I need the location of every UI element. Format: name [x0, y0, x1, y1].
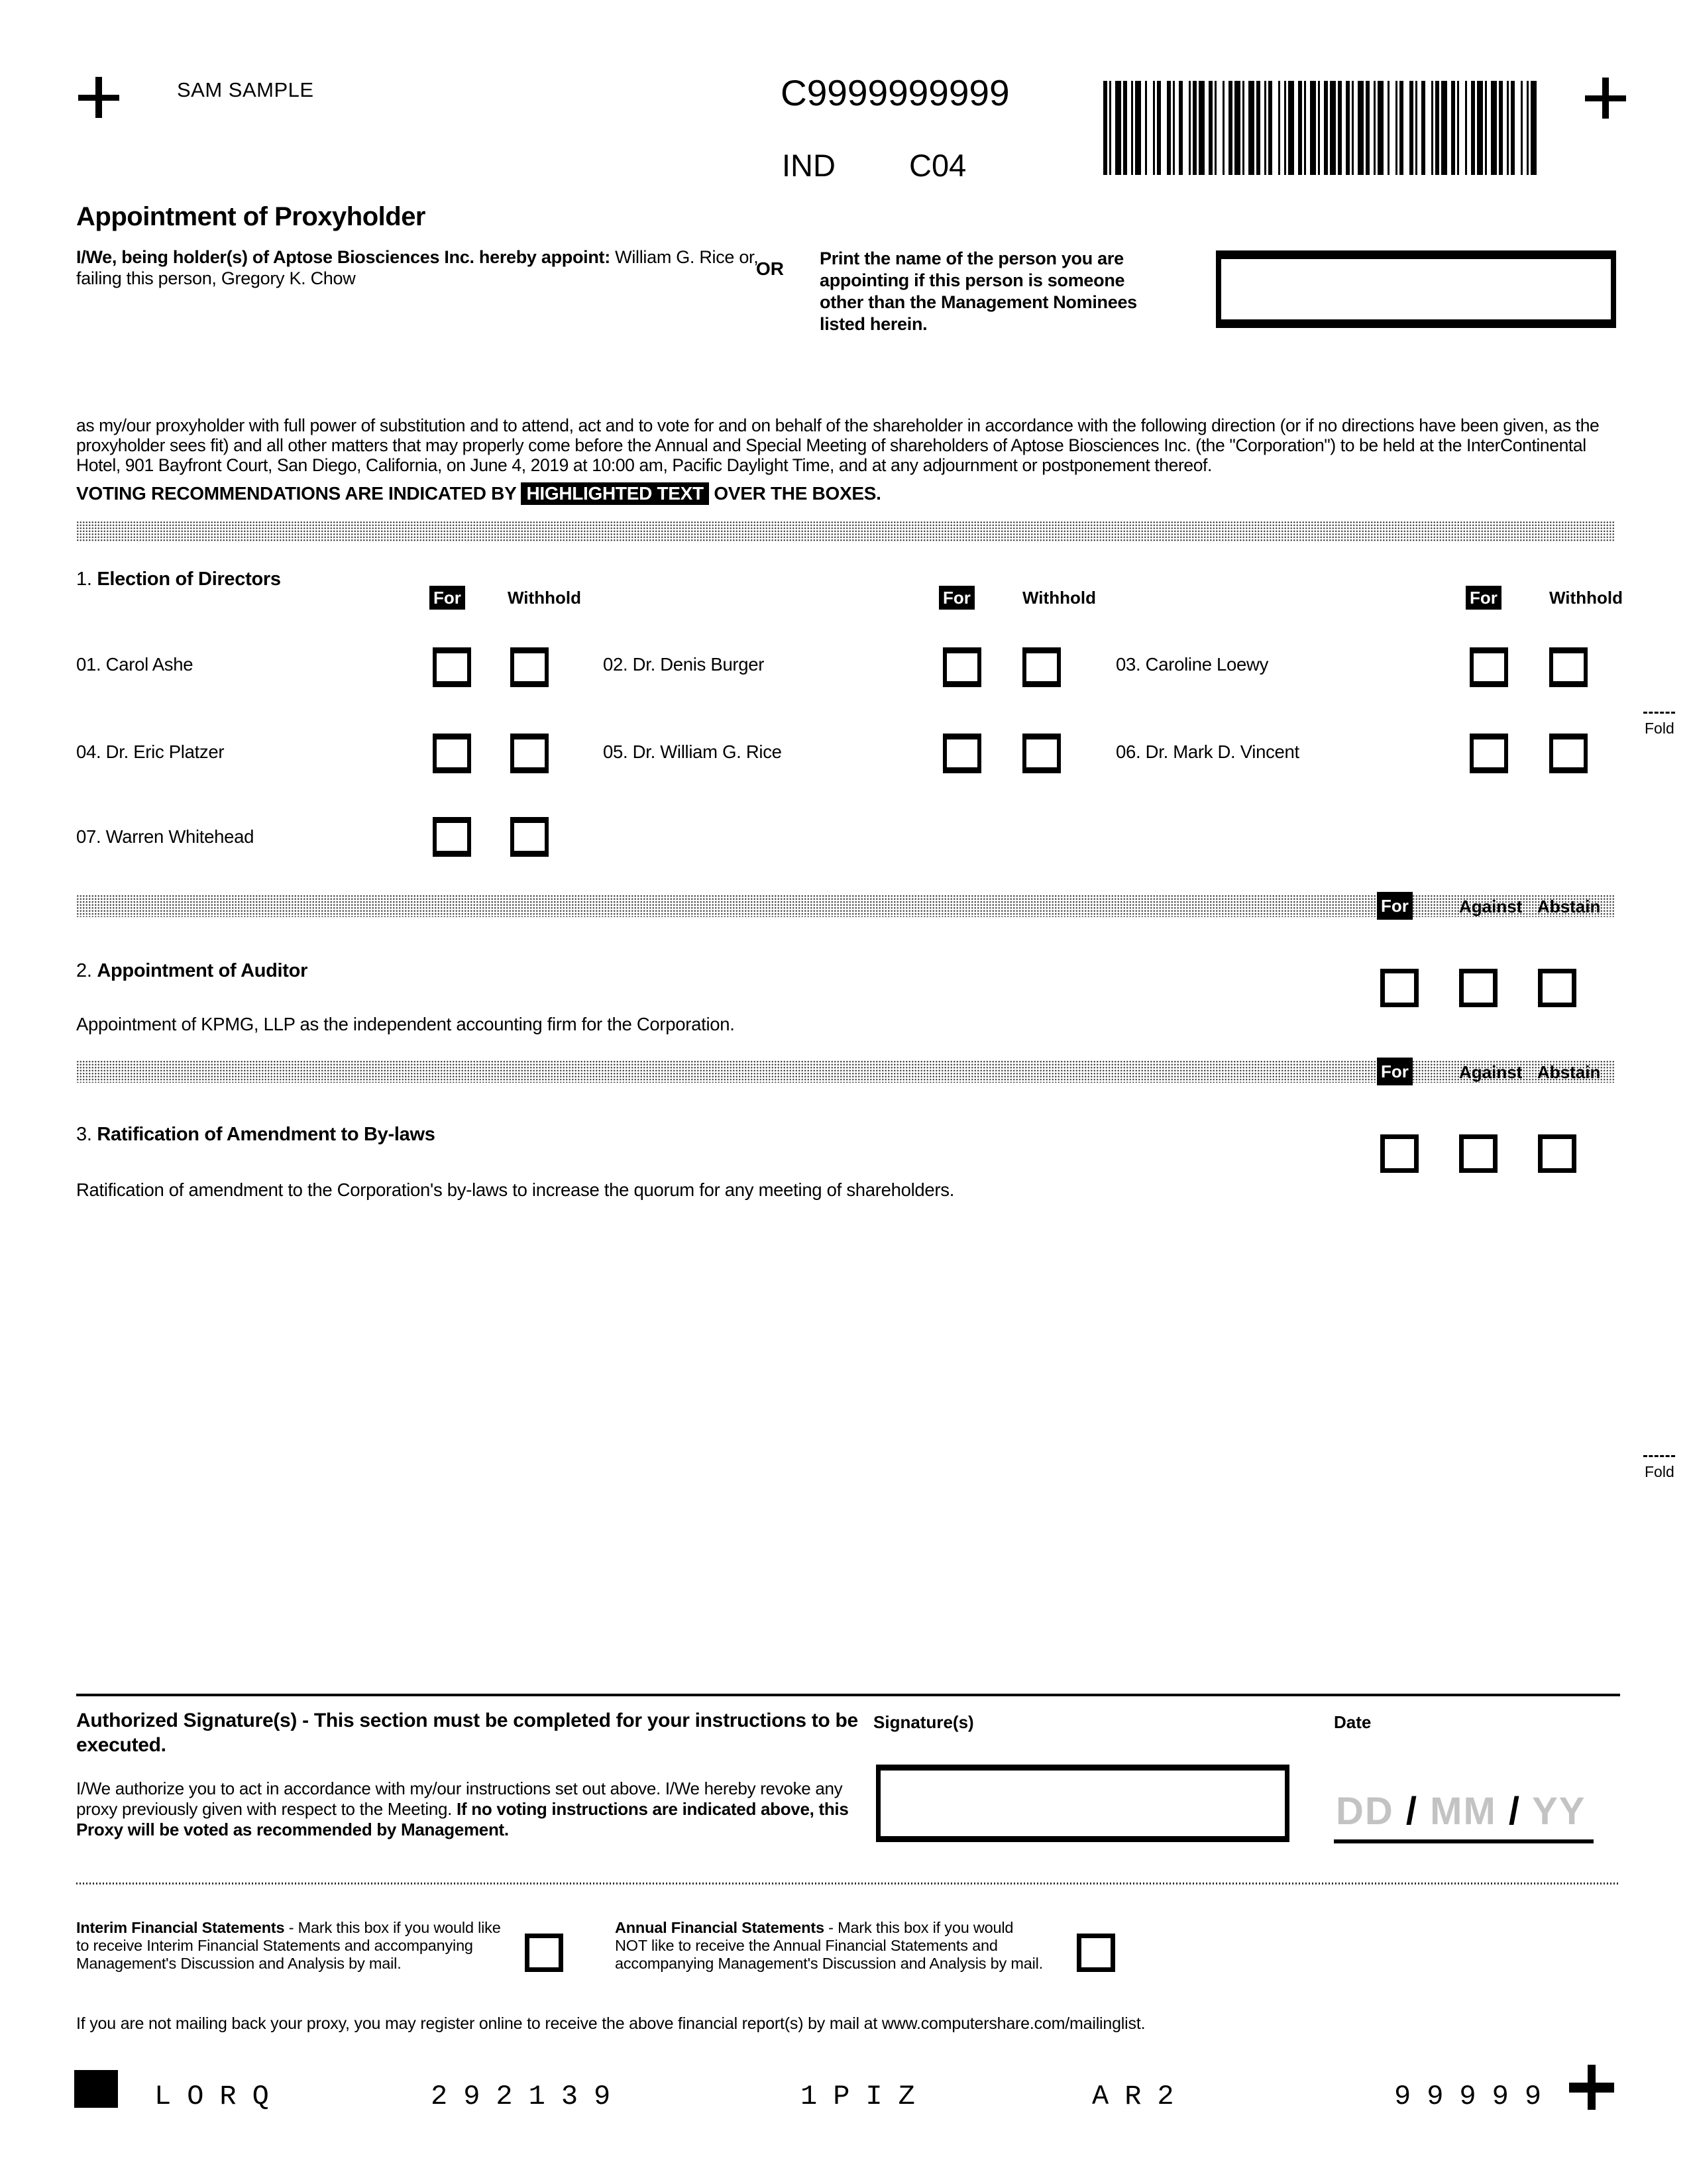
section-title-text: Appointment of Auditor [97, 960, 308, 981]
annual-statements-text [615, 1919, 1049, 1973]
date-slash: / [1405, 1790, 1419, 1833]
section-number: 2. [76, 960, 92, 981]
for-column-header: For [939, 586, 975, 610]
checkbox-director-06-withhold[interactable] [1549, 734, 1588, 773]
checkbox-bylaws-for[interactable] [1380, 1134, 1419, 1173]
or-label: OR [756, 258, 784, 279]
nominee-label: 03. Caroline Loewy [1116, 654, 1269, 675]
print-name-instruction: Print the name of the person you are appointing if this person is someone other than the Management Nominees listed herein. [820, 248, 1137, 334]
date-dd-placeholder: DD [1336, 1790, 1394, 1833]
date-mm-placeholder: MM [1430, 1790, 1497, 1833]
appointment-statement [76, 246, 792, 289]
interim-statements-text [76, 1919, 510, 1973]
checkbox-annual-statements[interactable] [1077, 1934, 1115, 1972]
signature-authorization-text [76, 1778, 871, 1840]
voting-rec-suffix: OVER THE BOXES. [708, 483, 881, 504]
against-column-header: Against [1459, 1062, 1523, 1082]
crop-mark-plus-icon [78, 77, 119, 118]
nominee-label: 01. Carol Ashe [76, 654, 193, 675]
appointment-nominees: William G. Rice or, failing this person, Gregory K. Chow [76, 247, 759, 288]
date-slash: / [1508, 1790, 1521, 1833]
section-bylaws-title [76, 1124, 435, 1146]
checkbox-auditor-abstain[interactable] [1538, 969, 1576, 1007]
voting-rec-highlight: HIGHLIGHTED TEXT [521, 482, 708, 505]
holder-type-code: IND [782, 148, 836, 183]
checkbox-director-04-withhold[interactable] [510, 734, 549, 773]
withhold-column-header: Withhold [1549, 588, 1623, 608]
checkbox-director-03-withhold[interactable] [1549, 647, 1588, 687]
checkbox-auditor-against[interactable] [1459, 969, 1498, 1007]
fold-marker: Fold [1645, 1463, 1674, 1480]
nominee-label: 04. Dr. Eric Platzer [76, 741, 225, 762]
appointee-name-box[interactable] [1216, 250, 1616, 328]
nominee-label: 07. Warren Whitehead [76, 826, 254, 847]
nominee-label: 06. Dr. Mark D. Vincent [1116, 741, 1299, 762]
checkbox-director-01-withhold[interactable] [510, 647, 549, 687]
footer-code: 99999 [1394, 2081, 1558, 2112]
dotted-divider-line [76, 1883, 1620, 1884]
online-registration-note: If you are not mailing back your proxy, you may register online to receive the above financial report(s) by mail at www.computershare.com/mailinglist. [76, 2014, 1146, 2033]
section-title-text: Ratification of Amendment to By-laws [97, 1124, 435, 1145]
control-number: C9999999999 [781, 72, 1010, 113]
section-title-text: Election of Directors [97, 569, 281, 590]
signature-label: Signature(s) [873, 1712, 974, 1732]
barcode [1103, 81, 1539, 175]
for-column-header: For [429, 586, 465, 610]
interim-statements-rest: - Mark this box if you would like to receive Interim Financial Statements and accompanying Management's Discussion and Analysis by mail. [76, 1919, 501, 1972]
checkbox-auditor-for[interactable] [1380, 969, 1419, 1007]
nominee-label: 05. Dr. William G. Rice [603, 741, 782, 762]
checkbox-director-01-for[interactable] [433, 647, 471, 687]
checkbox-interim-statements[interactable] [525, 1934, 563, 1972]
fold-marker: Fold [1645, 720, 1674, 737]
signature-body-normal: I/We authorize you to act in accordance with my/our instructions set out above. I/We hereby revoke any proxy previously given with respect to the Meeting. [76, 1778, 843, 1819]
checkbox-director-05-withhold[interactable] [1022, 734, 1061, 773]
checkbox-director-07-for[interactable] [433, 817, 471, 857]
date-underline [1334, 1839, 1594, 1843]
checkbox-director-05-for[interactable] [943, 734, 981, 773]
checkbox-director-02-withhold[interactable] [1022, 647, 1061, 687]
signature-box[interactable] [876, 1765, 1289, 1842]
section-auditor-title [76, 960, 307, 982]
abstain-column-header: Abstain [1537, 897, 1601, 916]
fold-dash-line [1643, 712, 1675, 714]
checkbox-bylaws-against[interactable] [1459, 1134, 1498, 1173]
signature-body-bold: If no voting instructions are indicated above, this Proxy will be voted as recommended by Management. [76, 1799, 849, 1839]
checkbox-director-07-withhold[interactable] [510, 817, 549, 857]
withhold-column-header: Withhold [508, 588, 581, 608]
for-column-header: For [1377, 892, 1413, 920]
voting-rec-prefix: VOTING RECOMMENDATIONS ARE INDICATED BY [76, 483, 521, 504]
section-number: 3. [76, 1124, 92, 1145]
section-divider-bar [76, 521, 1615, 542]
nominee-label: 02. Dr. Denis Burger [603, 654, 765, 675]
checkbox-bylaws-abstain[interactable] [1538, 1134, 1576, 1173]
checkbox-director-04-for[interactable] [433, 734, 471, 773]
date-field[interactable] [1336, 1789, 1586, 1833]
date-yy-placeholder: YY [1532, 1790, 1586, 1833]
interim-statements-lead: Interim Financial Statements [76, 1919, 285, 1936]
footer-code: AR2 [1092, 2081, 1190, 2112]
annual-statements-lead: Annual Financial Statements [615, 1919, 824, 1936]
class-code: C04 [909, 148, 967, 183]
checkbox-director-02-for[interactable] [943, 647, 981, 687]
page-title: Appointment of Proxyholder [76, 202, 425, 231]
for-column-header: For [1466, 586, 1501, 610]
signature-section-divider [76, 1694, 1620, 1696]
abstain-column-header: Abstain [1537, 1062, 1601, 1082]
voting-recommendations-line [76, 483, 881, 504]
footer-code: 292139 [431, 2081, 627, 2112]
checkbox-director-06-for[interactable] [1470, 734, 1508, 773]
appointment-lead: I/We, being holder(s) of Aptose Biosciences Inc. hereby appoint: [76, 247, 610, 267]
proxy-body-text: as my/our proxyholder with full power of substitution and to attend, act and to vote for and on behalf of the shareholder in accordance with the following direction (or if no directions have been given, as the proxyholder sees fit) and all other matters that may properly come before the Annual and Special Meeting of shareholders of Aptose Biosciences Inc. (the "Corporation") to be held at the InterContinental Hotel, 901 Bayfront Court, San Diego, California, on June 4, 2019 at 10:00 am, Pacific Daylight Time, and at any adjournment or postponement thereof. [76, 415, 1600, 475]
checkbox-director-03-for[interactable] [1470, 647, 1508, 687]
section-directors-title [76, 569, 281, 590]
auditor-description: Appointment of KPMG, LLP as the independent accounting firm for the Corporation. [76, 1014, 735, 1034]
section-number: 1. [76, 569, 92, 590]
withhold-column-header: Withhold [1022, 588, 1096, 608]
recipient-name: SAM SAMPLE [177, 78, 314, 101]
crop-mark-plus-icon [1585, 78, 1626, 119]
footer-code: 1PIZ [800, 2081, 931, 2112]
fold-dash-line [1643, 1455, 1675, 1457]
bylaws-description: Ratification of amendment to the Corporation's by-laws to increase the quorum for any meeting of shareholders. [76, 1179, 955, 1200]
footer-code: LORQ [154, 2081, 285, 2112]
crop-mark-plus-icon [1569, 2065, 1614, 2110]
annual-statements-rest: - Mark this box if you would NOT like to receive the Annual Financial Statements and accompanying Management's Discussion and Analysis by mail. [615, 1919, 1043, 1972]
date-label: Date [1334, 1712, 1372, 1732]
against-column-header: Against [1459, 897, 1523, 916]
for-column-header: For [1377, 1058, 1413, 1085]
signature-section-title: Authorized Signature(s) - This section must be completed for your instructions to be executed. [76, 1710, 858, 1756]
registration-black-square [74, 2070, 118, 2108]
